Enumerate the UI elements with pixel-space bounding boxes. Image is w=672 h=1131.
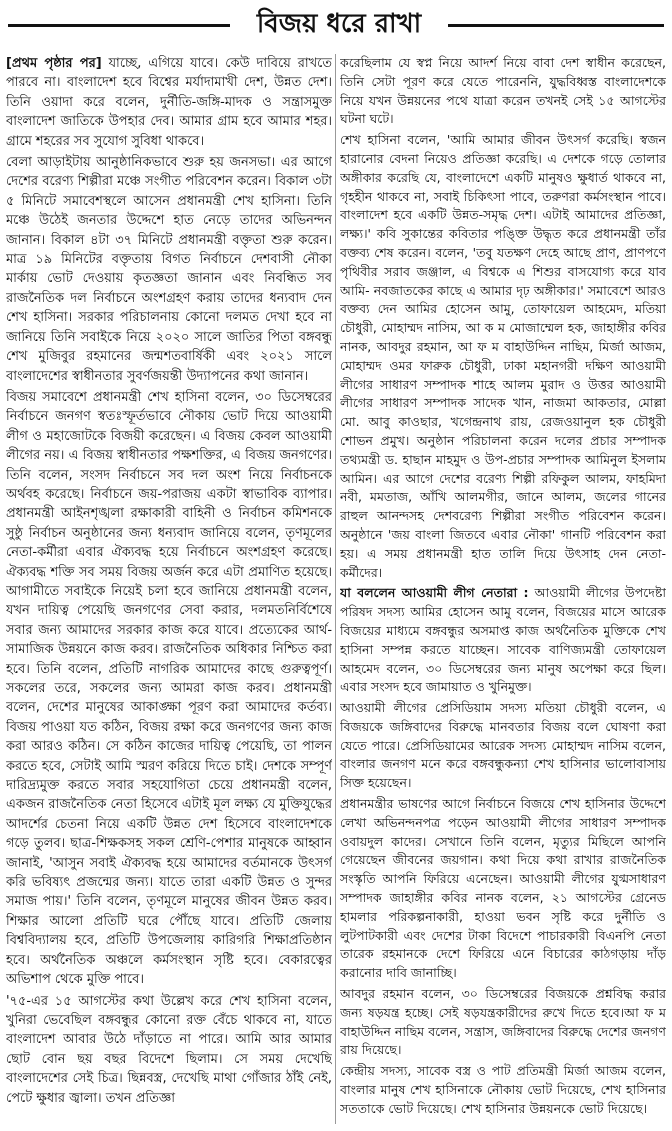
section-subheading: যা বললেন আওয়ামী লীগ নেতারা : [340, 585, 529, 601]
right-column [340, 54, 666, 1126]
article-paragraph [6, 54, 332, 151]
article-paragraph: করেছিলাম যে স্বপ্ন নিয়ে আদর্শ নিয়ে বাবা দেশ স্বাধীন করেছেন, তিনি সেটা পূরণ করে যেতে পারেননি, যুদ্ধবিধ্বস্ত বাংলাদেশকে নিয়ে যখন উন্নয়নের পথে যাত্রা করেন তখনই সেই ১৫ আগস্টের ঘটনা ঘটে। [340, 55, 666, 127]
article-paragraph: বেলা আড়াইটায় আনুষ্ঠানিকভাবে শুরু হয় জনসভা। এর আগে দেশের বরেণ্য শিল্পীরা মঞ্চে সংগীত পরিবেশন করেন। বিকাল ৩টা ৫ মিনিটে সমাবেশস্থলে আসেন প্রধানমন্ত্রী শেখ হাসিনা। তিনি মঞ্চে উঠেই জনতার উদ্দেশে হাত নেড়ে তাদের অভিনন্দন জানান। বিকাল ৪টা ৩৭ মিনিটে প্রধানমন্ত্রী বক্তৃতা শুরু করেন। মাত্র ১৯ মিনিটের বক্তৃতায় বিগত নির্বাচনে দেশবাসী নৌকা মার্কায় ভোট দেওয়ায় কৃতজ্ঞতা জানান এবং নিবন্ধিত সব রাজনৈতিক দল নির্বাচনে অংশগ্রহণ করায় তাদের ধন্যবাদ দেন শেখ হাসিনা। সরকার পরিচালনায় কোনো দলমত দেখা হবে না জানিয়ে তিনি সবাইকে নিয়ে ২০২০ সালে জাতির পিতা বঙ্গবন্ধু শেখ মুজিবুর রহমানের জন্মশতবার্ষিকী এবং ২০২১ সালে বাংলাদেশের স্বাধীনতার সুবর্ণজয়ন্তী উদ্যাপনের কথা জানান। [6, 155, 332, 384]
headline: বিজয় ধরে রাখা [256, 9, 422, 39]
paragraph-text: যাচ্ছে, এগিয়ে যাবে। কেউ দাবিয়ে রাখতে পারবে না। বাংলাদেশ হবে বিশ্বের মর্যাদামাখী দেশ, উন্নত দেশ। তিনি ওয়াদা করে বলেন, দুর্নীতি-জঙ্গি-মাদক ও সন্ত্রাসমুক্ত বাংলাদেশ জাতিকে উপহার দেব। আমার গ্রাম হবে আমার শহর। গ্রামে শহরের সব সুযোগ সুবিধা থাকবে। [6, 56, 332, 149]
headline-rule-left [8, 24, 230, 27]
headline-bar [0, 0, 672, 52]
article-paragraph: '৭৫-এর ১৫ আগস্টের কথা উল্লেখ করে শেখ হাসিনা বলেন, খুনিরা ভেবেছিল বঙ্গবন্ধুর কোনো রক্ত বেঁচে থাকবে না, যাতে বাংলাদেশ আবার উঠে দাঁড়াতে না পারে। আমি আর আমার ছোট বোন ছয় বছর বিদেশে ছিলাম। সে সময় দেখেছি বাংলাদেশের সেই চিত্র। ছিন্নবস্ত্র, দেখেছি মাথা গোঁজার ঠাঁই নেই, পেটে ক্ষুধার জ্বালা। তখন প্রতিজ্ঞা [6, 993, 332, 1106]
article-paragraph: আওয়ামী লীগের প্রেসিডিয়াম সদস্য মতিয়া চৌধুরী বলেন, এ বিজয়কে জঙ্গিবাদের বিরুদ্ধে মানবতার বিজয় বলে ঘোষণা করা যেতে পারে। প্রেসিডিয়ামের আরেক সদস্য মোহাম্মদ নাসিম বলেন, বাংলার জনগণ মনে করে বঙ্গবন্ধুকন্যা শেখ হাসিনার ভালোবাসায় সিক্ত হয়েছেন। [340, 700, 666, 791]
column-divider [335, 54, 336, 1124]
left-column [6, 54, 332, 1126]
headline-rule-right [448, 24, 664, 27]
article-paragraph: বিজয় সমাবেশে প্রধানমন্ত্রী শেখ হাসিনা বলেন, ৩০ ডিসেম্বরের নির্বাচনে জনগণ স্বতঃস্ফূর্তভাবে নৌকায় ভোট দিয়ে আওয়ামী লীগ ও মহাজোটকে বিজয়ী করেছেন। এ বিজয় কেবল আওয়ামী লীগের নয়। এ বিজয় স্বাধীনতার পক্ষশক্তির, এ বিজয় জনগণের। তিনি বলেন, সংসদ নির্বাচনে সব দল অংশ নিয়ে নির্বাচনকে অর্থবহ করেছে। নির্বাচনে জয়-পরাজয় একটা স্বাভাবিক ব্যাপার। প্রধানমন্ত্রী আইনশৃঙ্খলা রক্ষাকারী বাহিনী ও নির্বাচন কমিশনকে সুষ্ঠু নির্বাচন অনুষ্ঠানের জন্য ধন্যবাদ জানিয়ে বলেন, তৃণমূলের নেতা-কর্মীরা এবার ঐক্যবদ্ধ হয়ে নির্বাচনে অংশগ্রহণ করেছে। ঐক্যবদ্ধ শক্তি সব সময় বিজয় অর্জন করে এটা প্রমাণিত হয়েছে। আগামীতে সবাইকে নিয়েই চলা হবে জানিয়ে প্রধানমন্ত্রী বলেন, যখন দায়িত্ব পেয়েছি জনগণের সেবা করার, দলমতনির্বিশেষে সবার জন্য আমাদের সরকার কাজ করে যাবে। প্রত্যেকের আর্থ-সামাজিক উন্নয়নে কাজ করব। রাজনৈতিক অধিকার নিশ্চিত করা হবে। তিনি বলেন, প্রতিটি নাগরিক আমাদের কাছে গুরুত্বপূর্ণ। সকলের তরে, সকলের জন্য আমরা কাজ করব। প্রধানমন্ত্রী বলেন, দেশের মানুষের আকাঙ্ক্ষা পূরণ করা আমাদের কর্তব্য। বিজয় পাওয়া যত কঠিন, বিজয় রক্ষা করে জনগণের জন্য কাজ করা আরও কঠিন। সে কঠিন কাজের দায়িত্ব পেয়েছি, তা পালন করতে হবে, সেটাই আমি স্মরণ করিয়ে দিতে চাই। দেশকে সম্পূর্ণ দারিদ্র্যমুক্ত করতে সবার সহযোগিতা চেয়ে প্রধানমন্ত্রী বলেন, একজন রাজনৈতিক নেতা হিসেবে এটাই মূল লক্ষ্য যে মুক্তিযুদ্ধের আদর্শের চেতনা নিয়ে একটি উন্নত দেশ হিসেবে বাংলাদেশকে গড়ে তুলব। ছাত্র-শিক্ষকসহ সকল শ্রেণি-পেশার মানুষকে আহ্বান জানাই, 'আসুন সবাই ঐক্যবদ্ধ হয়ে আমাদের বর্তমানকে উৎসর্গ করি ভবিষ্যৎ প্রজন্মের জন্য। যাতে তারা একটি উন্নত ও সুন্দর সমাজ পায়।' তিনি বলেন, তৃণমূলে মানুষের জীবন উন্নত করব। শিক্ষার আলো প্রতিটি ঘরে পৌঁছে যাবে। প্রতিটি জেলায় বিশ্ববিদ্যালয় হবে, প্রতিটি উপজেলায় কারিগরি শিক্ষাপ্রতিষ্ঠান হবে। অর্থনৈতিক অঞ্চলে কর্মসংস্থান সৃষ্টি হবে। বেকারত্বের অভিশাপ থেকে মুক্তি পাবে। [6, 389, 332, 988]
article-paragraph: আবদুর রহমান বলেন, ৩০ ডিসেম্বরের বিজয়কে প্রশ্নবিদ্ধ করার জন্য ষড়যন্ত্র হচ্ছে। সেই ষড়যন্ত্রকারীদের রুখে দিতে হবে।আ ফ ম বাহাউদ্দিন নাছিম বলেন, সন্ত্রাস, জঙ্গিবাদের বিরুদ্ধে দেশের জনগণ রায় দিয়েছে। [340, 986, 666, 1058]
article-paragraph [340, 584, 666, 697]
article-paragraph: কেন্দ্রীয় সদস্য, সাবেক বস্ত্র ও পাট প্রতিমন্ত্রী মির্জা আজম বলেন, বাংলার মানুষ শেখ হাসিনাকে নৌকায় ভোট দিয়েছে, শেখ হাসিনার সততাকে ভোট দিয়েছে। শেখ হাসিনার উন্নয়নকে ভোট দিয়েছে। [340, 1063, 666, 1116]
article-paragraph: শেখ হাসিনা বলেন, 'আমি আমার জীবন উৎসর্গ করেছি। স্বজন হারানোর বেদনা নিয়েও প্রতিজ্ঞা করেছি। এ দেশকে গড়ে তোলার অঙ্গীকার করেছি যে, বাংলাদেশে একটি মানুষও ক্ষুধার্ত থাকবে না, গৃহহীন থাকবে না, সবাই চিকিৎসা পাবে, তরুণরা কর্মসংস্থান পাবে। বাংলাদেশ হবে একটি উন্নত-সমৃদ্ধ দেশ। এটাই আমাদের প্রতিজ্ঞা, লক্ষ্য।' কবি সুকান্তের কবিতার পঙ্ক্তি উদ্ধৃত করে প্রধানমন্ত্রী তাঁর বক্তব্য শেষ করেন। বলেন, 'তবু যতক্ষণ দেহে আছে প্রাণ, প্রাণপণে পৃথিবীর সরাব জঞ্জাল, এ বিশ্বকে এ শিশুর বাসযোগ্য করে যাব আমি- নবজাতকের কাছে এ আমার দৃঢ় অঙ্গীকার।' সমাবেশে আরও বক্তব্য দেন আমির হোসেন আমু, তোফায়েল আহমেদ, মতিয়া চৌধুরী, মোহাম্মদ নাসিম, আ ক ম মোজাম্মেল হক, জাহাঙ্গীর কবির নানক, আবদুর রহমান, আ ফ ম বাহাউদ্দিন নাছিম, মির্জা আজম, মোহাম্মদ ওমর ফারুক চৌধুরী, ঢাকা মহানগরী দক্ষিণ আওয়ামী লীগের সাধারণ সম্পাদক শাহে আলম মুরাদ ও উত্তর আওয়ামী লীগের সাধারণ সম্পাদক সাদেক খান, নাজমা আকতার, মোল্লা মো. আবু কাওছার, খগেন্দ্রনাথ রায়, রেজওয়ানুল হক চৌধুরী শোভন প্রমুখ। অনুষ্ঠান পরিচালনা করেন দলের প্রচার সম্পাদক তথ্যমন্ত্রী ড. হাছান মাহমুদ ও উপ-প্রচার সম্পাদক আমিনুল ইসলাম আমিন। এর আগে দেশের বরেণ্য শিল্পী রফিকুল আলম, ফাহমিদা নবী, মমতাজ, আঁখি আলমগীর, জানে আলম, জলের গানের রাহুল আনন্দসহ দেশবরেণ্য শিল্পীরা সংগীত পরিবেশন করেন। অনুষ্ঠানে 'জয় বাংলা জিতবে এবার নৌকা' গানটি পরিবেশন করা হয়। এ সময় প্রধানমন্ত্রী হাত তালি দিয়ে উৎসাহ দেন নেতা-কর্মীদের। [340, 132, 666, 580]
paragraph-text: আওয়ামী লীগের উপদেষ্টা পরিষদ সদস্য আমির হোসেন আমু বলেন, বিজয়ের মাসে আরেক বিজয়ের মাধ্যমে বঙ্গবন্ধুর অসমাপ্ত কাজ অর্থনৈতিক মুক্তিকে শেখ হাসিনা সম্পন্ন করতে যাচ্ছেন। সাবেক বাণিজ্যমন্ত্রী তোফায়েল আহমেদ বলেন, ৩০ ডিসেম্বরের জন্য মানুষ অপেক্ষা করে ছিল। এবার সংসদ হবে জামায়াত ও খুনিমুক্ত। [340, 585, 666, 695]
article-paragraph: প্রধানমন্ত্রীর ভাষণের আগে নির্বাচনে বিজয়ে শেখ হাসিনার উদ্দেশে লেখা অভিনন্দনপত্র পড়েন আওয়ামী লীগের সাধারণ সম্পাদক ওবায়দুল কাদের। সেখানে তিনি বলেন, মৃত্যুর মিছিলে আপনি গেয়েছেন জীবনের জয়গান। কথা দিয়ে কথা রাখার রাজনৈতিক সংস্কৃতি আপনি ফিরিয়ে এনেছেন। আওয়ামী লীগের যুগ্মসাধারণ সম্পাদক জাহাঙ্গীর কবির নানক বলেন, ২১ আগস্টের গ্রেনেড হামলার পরিকল্পনাকারী, হাওয়া ভবন সৃষ্টি করে দুর্নীতি ও লুটপাটকারী এবং দেশের টাকা বিদেশে পাচারকারী বিএনপি নেতা তারেক রহমানকে দেশে ফিরিয়ে এনে বিচারের কাঠগড়ায় দাঁড় করানোর দাবি জানাচ্ছি। [340, 796, 666, 981]
continued-label: [প্রথম পৃষ্ঠার পর] [6, 56, 102, 71]
